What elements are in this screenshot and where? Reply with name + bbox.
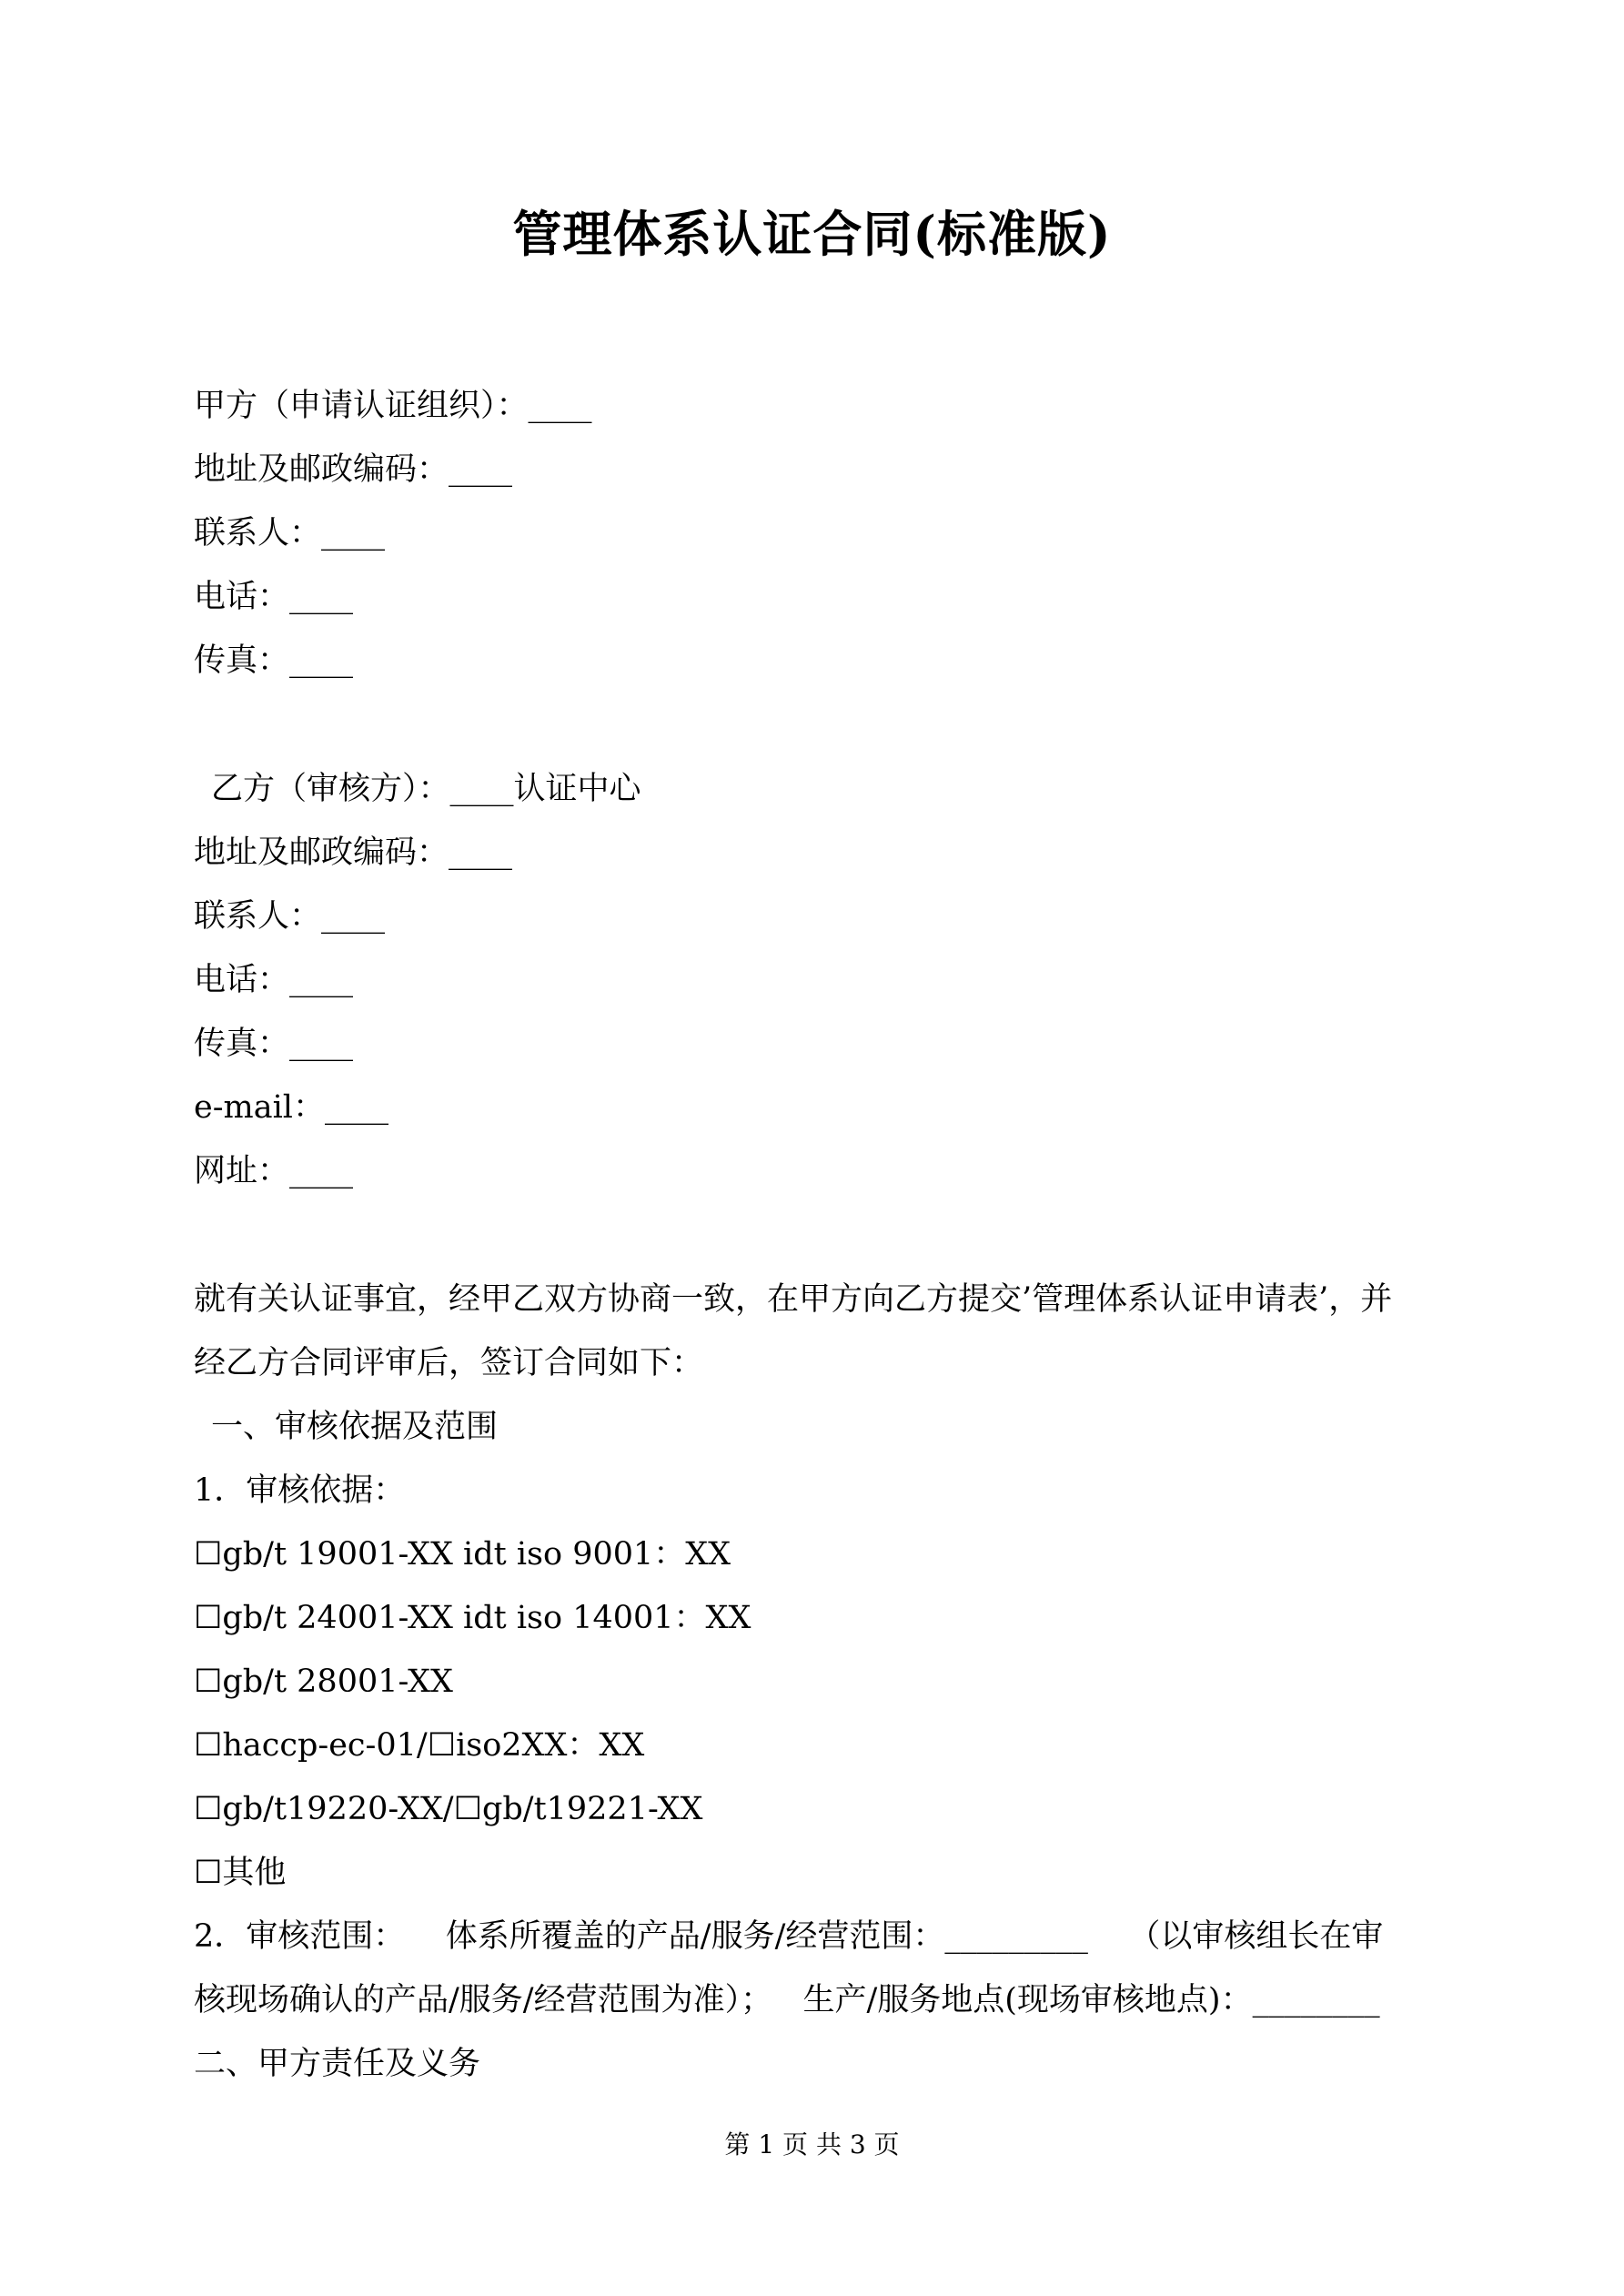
scope-line-2: 核现场确认的产品/服务/经营范围为准）； 生产/服务地点(现场审核地点)：________ (194, 1982, 1380, 2018)
party-a-address: 地址及邮政编码：____ (194, 451, 513, 488)
party-b-fax: 传真：____ (194, 1026, 354, 1062)
party-a-heading: 甲方（申请认证组织）：____ (194, 388, 592, 424)
party-b-website: 网址：____ (194, 1153, 354, 1189)
section-2-heading: 二、甲方责任及义务 (194, 2046, 481, 2082)
party-a-phone: 电话：____ (194, 579, 354, 615)
party-b-phone: 电话：____ (194, 962, 354, 998)
party-b-contact: 联系人：____ (194, 898, 386, 935)
standard-item: ☐gb/t 28001-XX (194, 1664, 453, 1700)
standard-item: ☐其他 (194, 1855, 287, 1891)
standard-item: ☐haccp-ec-01/☐iso2XX：XX (194, 1727, 645, 1764)
page-number-footer: 第 1 页 共 3 页 (724, 2129, 900, 2159)
standard-item: ☐gb/t19220-XX/☐gb/t19221-XX (194, 1791, 703, 1827)
preamble-line-1: 就有关认证事宜，经甲乙双方协商一致，在甲方向乙方提交’管理体系认证申请表’，并 (194, 1281, 1393, 1318)
party-b-address: 地址及邮政编码：____ (194, 834, 513, 871)
preamble-line-2: 经乙方合同评审后，签订合同如下： (194, 1345, 704, 1381)
party-b-email: e-mail：____ (194, 1089, 388, 1126)
section-1-heading: 一、审核依据及范围 (211, 1409, 499, 1445)
basis-heading: 1．审核依据： (194, 1472, 406, 1509)
standard-item: ☐gb/t 19001-XX idt iso 9001：XX (194, 1536, 731, 1573)
scope-line-1: 2．审核范围： 体系所覆盖的产品/服务/经营范围：_________ （以审核组长在审 (194, 1918, 1384, 1955)
document-title: 管理体系认证合同(标准版) (512, 205, 1112, 263)
party-a-contact: 联系人：____ (194, 515, 386, 551)
standard-item: ☐gb/t 24001-XX idt iso 14001：XX (194, 1600, 751, 1636)
party-b-heading: 乙方（审核方）：____认证中心 (211, 771, 641, 807)
party-a-fax: 传真：____ (194, 642, 354, 679)
